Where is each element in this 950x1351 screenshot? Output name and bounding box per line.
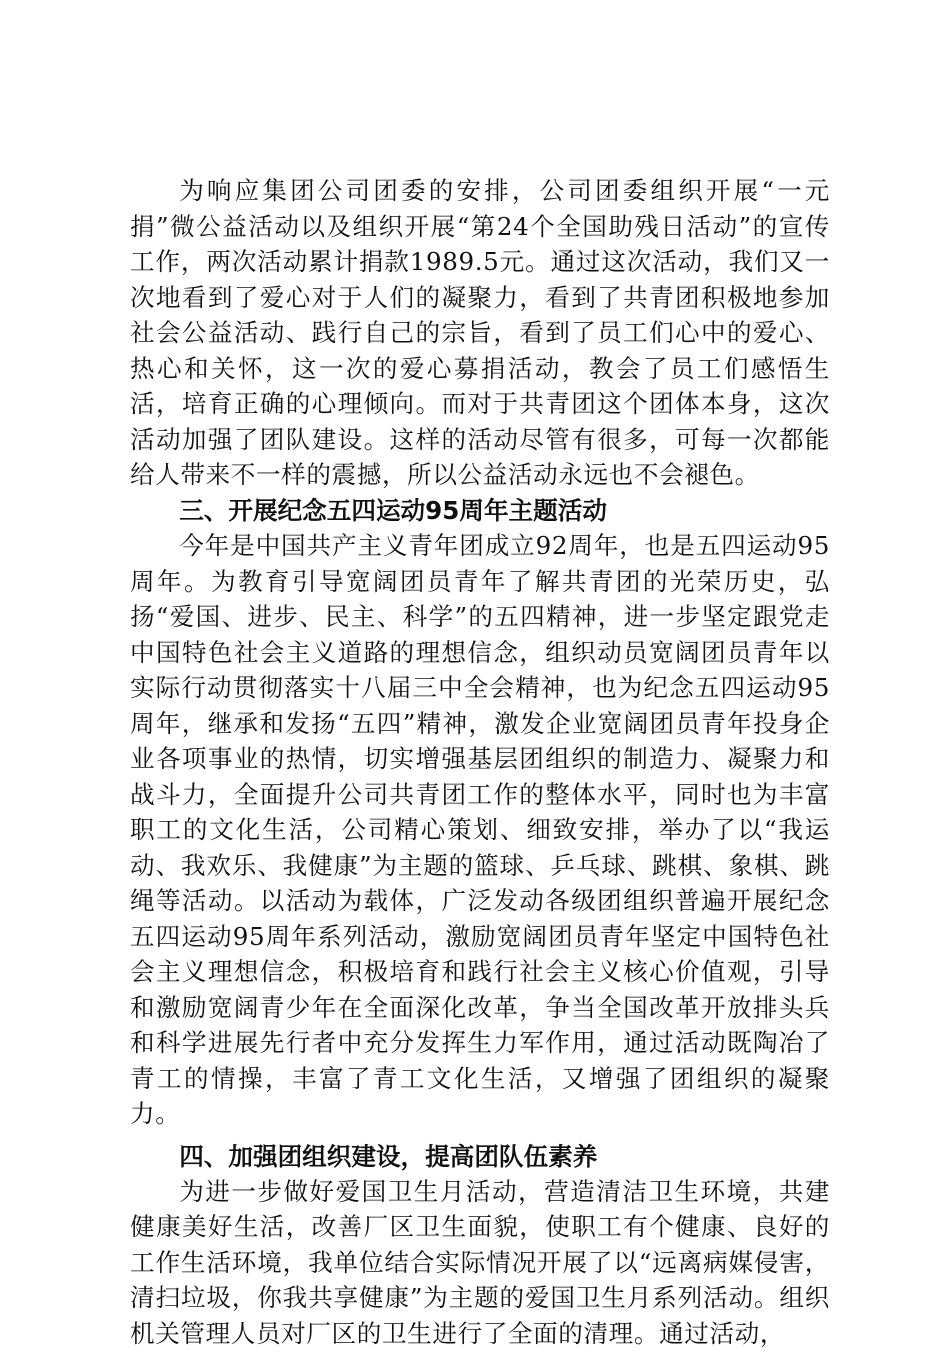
document-body bbox=[130, 173, 830, 1351]
section-heading-may-fourth: 三、开展纪念五四运动95周年主题活动 bbox=[130, 493, 830, 529]
section-heading-team-building: 四、加强团组织建设，提高团队伍素养 bbox=[130, 1140, 830, 1174]
paragraph-may-fourth-activity: 今年是中国共产主义青年团成立92周年，也是五四运动95周年。为教育引导宽阔团员青年了解共青团的光荣历史，弘扬“爱国、进步、民主、科学”的五四精神，进一步坚定跟党走中国特色社会主义道路的理想信念，组织动员宽阔团员青年以实际行动贯彻落实十八届三中全会精神，也为纪念五四运动95周年，继承和发扬“五四”精神，激发企业宽阔团员青年投身企业各项事业的热情，切实增强基层团组织的制造力、凝聚力和战斗力，全面提升公司共青团工作的整体水平，同时也为丰富职工的文化生活，公司精心策划、细致安排，举办了以“我运动、我欢乐、我健康”为主题的篮球、乒乓球、跳棋、象棋、跳绳等活动。以活动为载体，广泛发动各级团组织普遍开展纪念五四运动95周年系列活动，激励宽阔团员青年坚定中国特色社会主义理想信念，积极培育和践行社会主义核心价值观，引导和激励宽阔青少年在全面深化改革，争当全国改革开放排头兵和科学进展先行者中充分发挥生力军作用，通过活动既陶冶了青工的情操，丰富了青工文化生活，又增强了团组织的凝聚力。 bbox=[130, 528, 830, 1132]
paragraph-hygiene-month: 为进一步做好爱国卫生月活动，营造清洁卫生环境，共建健康美好生活，改善厂区卫生面貌，使职工有个健康、良好的工作生活环境，我单位结合实际情况开展了以“远离病媒侵害，清扫垃圾，你我共享健康”为主题的爱国卫生月系列活动。组织机关管理人员对厂区的卫生进行了全面的清理。通过活动， bbox=[130, 1174, 830, 1351]
paragraph-donation-activity: 为响应集团公司团委的安排，公司团委组织开展“一元捐”微公益活动以及组织开展“第24个全国助残日活动”的宣传工作，两次活动累计捐款1989.5元。通过这次活动，我们又一次地看到了爱心对于人们的凝聚力，看到了共青团积极地参加社会公益活动、践行自己的宗旨，看到了员工们心中的爱心、热心和关怀，这一次的爱心募捐活动，教会了员工们感悟生活，培育正确的心理倾向。而对于共青团这个团体本身，这次活动加强了团队建设。这样的活动尽管有很多，可每一次都能给人带来不一样的震撼，所以公益活动永远也不会褪色。 bbox=[130, 173, 830, 493]
